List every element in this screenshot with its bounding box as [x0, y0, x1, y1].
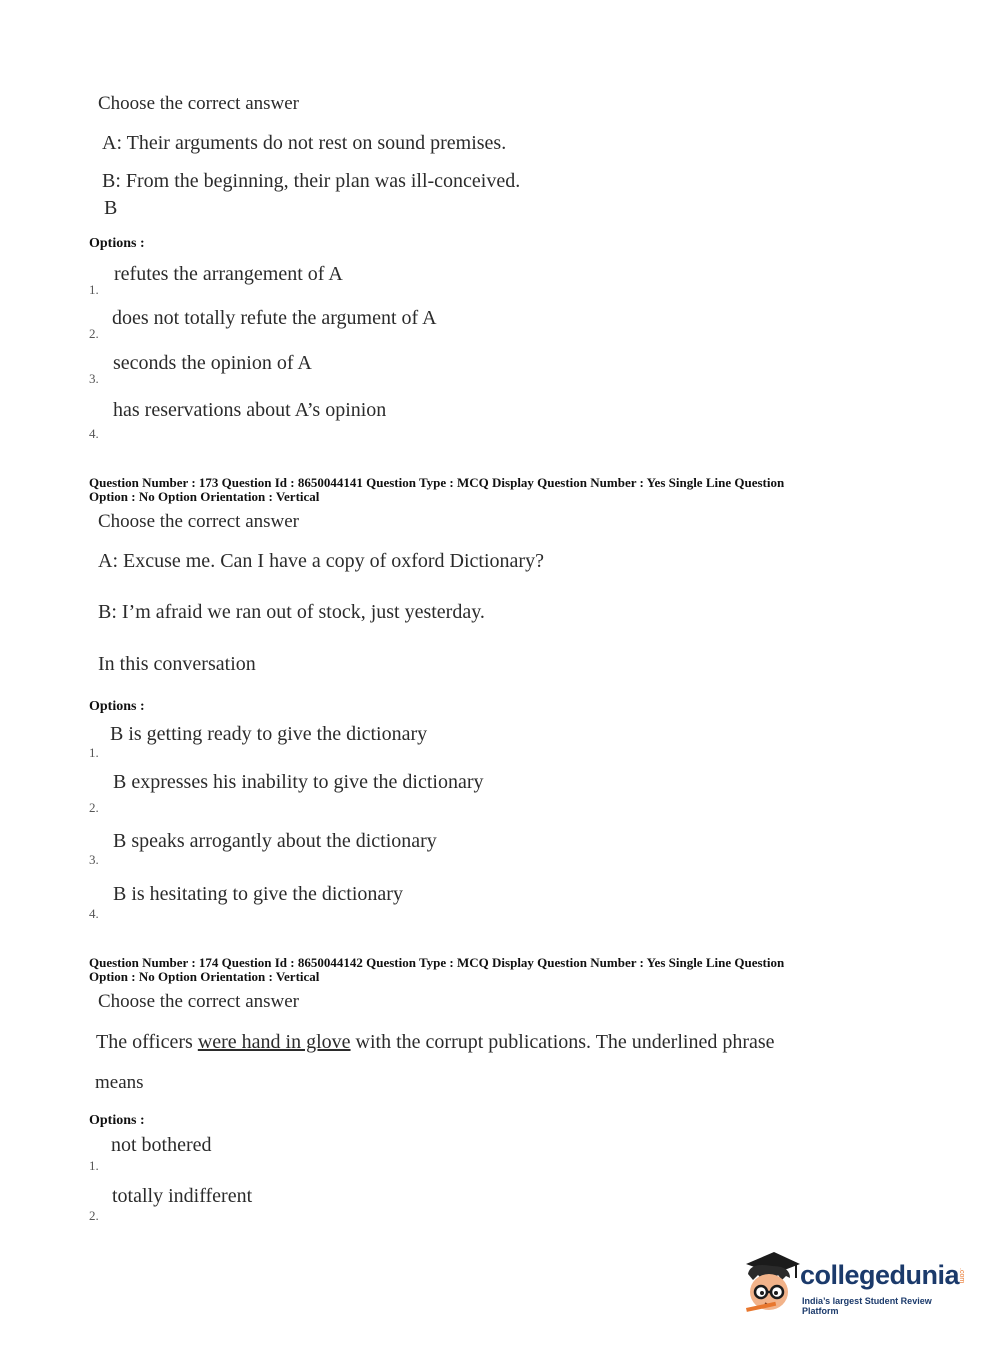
- q172-option-3-number: 3.: [89, 371, 99, 386]
- q172-instruction: Choose the correct answer: [98, 93, 300, 114]
- collegedunia-logo: [740, 1248, 970, 1320]
- q172-option-1-number: 1.: [89, 282, 99, 297]
- q173-option-3-text[interactable]: B speaks arrogantly about the dictionary: [113, 830, 437, 852]
- q172-option-4-text[interactable]: has reservations about A’s opinion: [113, 399, 387, 421]
- q172-line-b: B: From the beginning, their plan was ill-conceived.: [102, 170, 521, 192]
- q173-instruction: Choose the correct answer: [98, 511, 300, 532]
- q174-option-2-text[interactable]: totally indifferent: [112, 1185, 253, 1207]
- q172-line-a: A: Their arguments do not rest on sound premises.: [102, 132, 507, 154]
- q174-sentence-pre: The officers: [96, 1031, 198, 1053]
- q173-option-1-text[interactable]: B is getting ready to give the dictionary: [110, 723, 428, 745]
- q174-sentence: [96, 1031, 775, 1054]
- q173-options-label: Options :: [89, 699, 145, 714]
- q174-option-2-number: 2.: [89, 1208, 99, 1223]
- q173-option-3-number: 3.: [89, 852, 99, 867]
- q172-option-3-text[interactable]: seconds the opinion of A: [113, 352, 312, 374]
- q174-instruction: Choose the correct answer: [98, 991, 300, 1012]
- q173-meta-line-2: Option : No Option Orientation : Vertical: [89, 489, 320, 504]
- q174-sentence-end: means: [95, 1072, 144, 1093]
- q174-underlined-phrase: were hand in glove: [197, 1031, 351, 1053]
- q174-option-1-text[interactable]: not bothered: [111, 1134, 212, 1156]
- q173-option-4-number: 4.: [89, 906, 99, 921]
- logo-brand: collegedunia: [800, 1260, 960, 1290]
- q173-meta-line-1: Question Number : 173 Question Id : 8650044141 Question Type : MCQ Display Question Number : Yes Single Line Question: [89, 475, 785, 490]
- q172-option-4-number: 4.: [89, 426, 99, 441]
- q173-line-c: In this conversation: [98, 653, 256, 675]
- q173-option-4-text[interactable]: B is hesitating to give the dictionary: [113, 883, 403, 905]
- q172-option-2-number: 2.: [89, 326, 99, 341]
- q173-option-2-number: 2.: [89, 800, 99, 815]
- q172-options-label: Options :: [89, 236, 145, 251]
- logo-tagline: India’s largest Student Review Platform: [802, 1296, 932, 1316]
- q172-option-2-text[interactable]: does not totally refute the argument of A: [112, 307, 437, 329]
- logo-suffix: .com: [958, 1268, 965, 1284]
- q173-line-a: A: Excuse me. Can I have a copy of oxford Dictionary?: [98, 550, 544, 572]
- q173-line-b: B: I’m afraid we ran out of stock, just yesterday.: [98, 601, 485, 623]
- q174-meta-line-1: Question Number : 174 Question Id : 8650044142 Question Type : MCQ Display Question Number : Yes Single Line Question: [89, 955, 785, 970]
- q173-option-2-text[interactable]: B expresses his inability to give the dictionary: [113, 771, 484, 793]
- mascot-icon: [740, 1248, 800, 1316]
- q172-option-1-text[interactable]: refutes the arrangement of A: [114, 263, 343, 285]
- q173-option-1-number: 1.: [89, 745, 99, 760]
- q174-meta-line-2: Option : No Option Orientation : Vertical: [89, 969, 320, 984]
- q172-line-c: B: [104, 197, 118, 219]
- q174-option-1-number: 1.: [89, 1158, 99, 1173]
- q174-options-label: Options :: [89, 1113, 145, 1128]
- q174-sentence-post: with the corrupt publications. The underlined phrase: [350, 1031, 775, 1053]
